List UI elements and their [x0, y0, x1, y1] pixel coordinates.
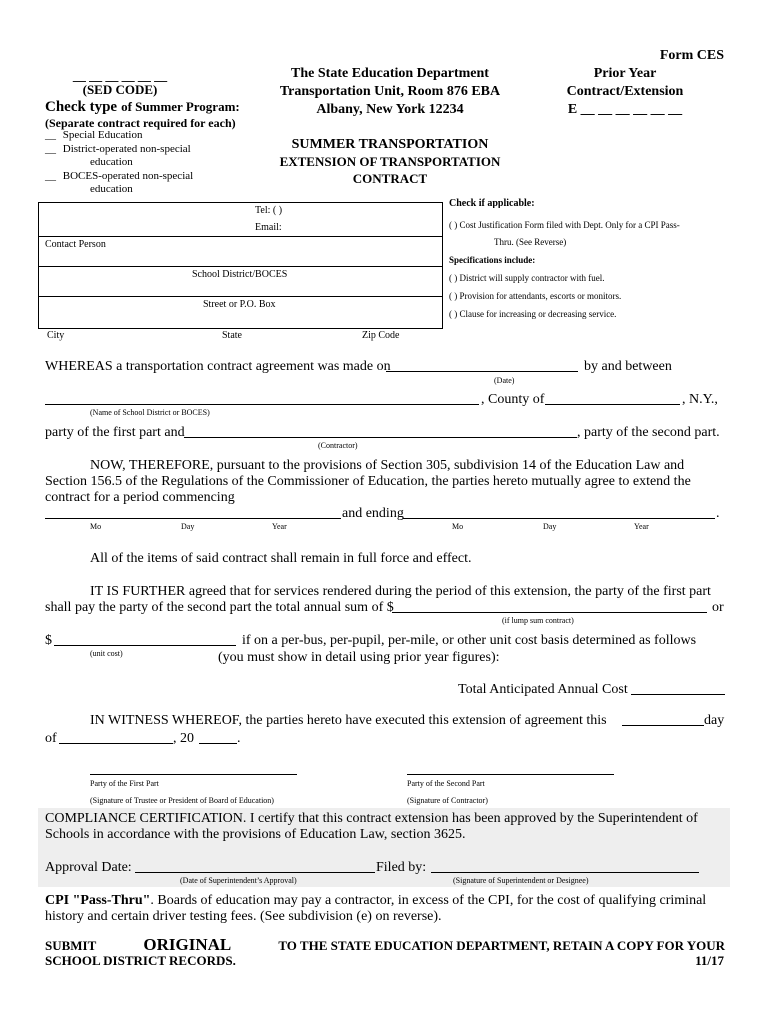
school-district-records: SCHOOL DISTRICT RECORDS. — [45, 953, 236, 968]
form-name: Form CES — [659, 48, 724, 63]
lump-sum-label: (if lump sum contract) — [502, 616, 574, 625]
day-word: day — [704, 713, 725, 728]
spec-heading: Specifications include: — [449, 255, 536, 265]
zip-label: Zip Code — [362, 330, 400, 341]
witness-day-input[interactable] — [622, 725, 704, 726]
option-label: Special Education — [62, 129, 143, 141]
sed-code-label: (SED CODE) — [82, 82, 158, 97]
title-line2: EXTENSION OF TRANSPORTATION — [279, 154, 501, 169]
dept-line1: The State Education Department — [291, 66, 489, 81]
option-label-cont: education — [90, 183, 133, 195]
check-type-rest: of Summer Program: — [121, 99, 240, 114]
second-party-label: Party of the Second Part — [407, 779, 485, 788]
option-label: BOCES-operated non-special — [62, 170, 194, 182]
title-line1: SUMMER TRANSPORTATION — [291, 137, 489, 152]
state-label: State — [222, 330, 242, 341]
unit-cost-label: (unit cost) — [90, 649, 123, 658]
mo-label: Mo — [452, 522, 464, 531]
check-cost-line2: Thru. (See Reverse) — [494, 237, 567, 247]
first-party-label: Party of the First Part — [90, 779, 159, 788]
divider — [38, 236, 443, 237]
start-date-input[interactable] — [45, 518, 341, 519]
period-end: . — [716, 506, 720, 521]
whereas-text: WHEREAS a transportation contract agreement was made on — [45, 359, 391, 374]
filed-by-input[interactable] — [431, 872, 699, 873]
city-label: City — [47, 330, 65, 341]
option-label: District-operated non-special — [62, 143, 191, 155]
check-attendants[interactable]: ( ) Provision for attendants, escorts or monitors. — [449, 291, 622, 301]
checks-heading: Check if applicable: — [449, 198, 535, 208]
submit-word: SUBMIT — [45, 938, 97, 953]
end-date-input[interactable] — [403, 518, 715, 519]
divider — [38, 296, 443, 297]
prior-line1: Prior Year — [593, 66, 657, 81]
email-field[interactable]: Email: — [255, 222, 282, 233]
mo-label: Mo — [90, 522, 102, 531]
school-district-label: School District/BOCES — [192, 269, 288, 280]
district-label: (Name of School District or BOCES) — [90, 408, 210, 417]
unit-cost-input[interactable] — [54, 645, 236, 646]
approval-date-input[interactable] — [135, 872, 375, 873]
per-unit-text: if on a per-bus, per-pupil, per-mile, or other unit cost basis determined as follows — [242, 633, 697, 648]
separate-note: (Separate contract required for each) — [45, 116, 236, 130]
dept-line3: Albany, New York 12234 — [316, 102, 464, 117]
contact-person-label: Contact Person — [45, 239, 106, 250]
witness-year-input[interactable] — [199, 743, 237, 744]
compliance-text: COMPLIANCE CERTIFICATION. I certify that this contract extension has been approved by the Superintendent of Schools in accordance with the provisions of Education Law, section 3625. — [45, 811, 698, 842]
year-label: Year — [634, 522, 649, 531]
total-anticipated-label: Total Anticipated Annual Cost — [458, 682, 628, 697]
program-option-special-ed[interactable] — [45, 129, 142, 141]
show-detail-text: (you must show in detail using prior year figures): — [218, 650, 500, 665]
day-label: Day — [181, 522, 195, 531]
option-blank: __ — [45, 129, 56, 141]
check-cost-justification[interactable]: ( ) Cost Justification Form filed with Dept. Only for a CPI Pass- — [449, 220, 680, 230]
day-label: Day — [543, 522, 557, 531]
further-text-1: IT IS FURTHER agreed that for services rendered during the period of this extension, the party of the first part — [90, 584, 711, 599]
submit-rest: TO THE STATE EDUCATION DEPARTMENT, RETAIN A COPY FOR YOUR — [278, 938, 725, 953]
witness-month-input[interactable] — [59, 743, 173, 744]
check-clause[interactable]: ( ) Clause for increasing or decreasing service. — [449, 309, 617, 319]
revision-date: 11/17 — [695, 953, 724, 968]
submit-line — [45, 935, 725, 955]
second-party-sig-label: (Signature of Contractor) — [407, 796, 488, 805]
full-force-text: All of the items of said contract shall remain in full force and effect. — [90, 551, 472, 566]
filed-by-sublabel: (Signature of Superintendent or Designee) — [453, 876, 589, 885]
cpi-text — [45, 893, 725, 925]
check-type-big: Check type — [45, 99, 118, 115]
by-and-between: by and between — [584, 359, 672, 374]
lump-sum-input[interactable] — [392, 612, 707, 613]
witness-text: IN WITNESS WHEREOF, the parties hereto have executed this extension of agreement this — [90, 713, 607, 728]
further-text-2: shall pay the party of the second part the total annual sum of $ — [45, 600, 394, 615]
prior-contract-number[interactable]: E __ __ __ __ __ __ — [567, 102, 683, 117]
option-blank: __ — [45, 143, 56, 155]
title-line3: CONTRACT — [352, 171, 428, 186]
program-option-boces[interactable] — [45, 170, 193, 182]
first-part-text: party of the first part and — [45, 425, 185, 440]
check-fuel[interactable]: ( ) District will supply contractor with fuel. — [449, 273, 605, 283]
now-therefore-text: NOW, THEREFORE, pursuant to the provisions of Section 305, subdivision 14 of the Education Law and Section 156.5 of the Regulations of the Commissioner of Education, the parties hereto mutually agree to extend the contract for a period commencing — [45, 458, 691, 505]
second-part-text: , party of the second part. — [577, 425, 720, 440]
date-label: (Date) — [494, 376, 515, 385]
district-name-input[interactable] — [45, 404, 479, 405]
option-label-cont: education — [90, 156, 133, 168]
cpi-label: CPI "Pass-Thru" — [45, 893, 151, 908]
ny-text: , N.Y., — [682, 392, 718, 407]
contractor-input[interactable] — [184, 437, 577, 438]
prior-line2: Contract/Extension — [566, 84, 684, 99]
approval-date-sublabel: (Date of Superintendent’s Approval) — [180, 876, 297, 885]
option-blank: __ — [45, 170, 56, 182]
dept-line2: Transportation Unit, Room 876 EBA — [279, 84, 501, 99]
and-ending: and ending — [342, 506, 404, 521]
year-prefix: , 20 — [173, 731, 194, 746]
second-party-signature-line[interactable] — [407, 774, 614, 775]
dollar-sign: $ — [45, 633, 52, 648]
of-word: of — [45, 731, 57, 746]
year-suffix: . — [237, 731, 241, 746]
street-label: Street or P.O. Box — [203, 299, 276, 310]
approval-date-label: Approval Date: — [45, 860, 132, 875]
sed-code-blank: __ __ __ __ __ __ — [72, 68, 168, 83]
contractor-label: (Contractor) — [318, 441, 358, 450]
cpi-body: . Boards of education may pay a contractor, in excess of the CPI, for the cost of qualifying criminal history and certain driver testing fees. (See subdivision (e) on reverse). — [45, 893, 707, 924]
program-option-district[interactable] — [45, 143, 191, 155]
year-label: Year — [272, 522, 287, 531]
check-type-heading — [45, 98, 240, 116]
agreement-date-input[interactable] — [386, 371, 578, 372]
original-word: ORIGINAL — [143, 935, 232, 954]
filed-by-label: Filed by: — [376, 860, 427, 875]
county-of: , County of — [481, 392, 545, 407]
first-party-sig-label: (Signature of Trustee or President of Board of Education) — [90, 796, 274, 805]
first-party-signature-line[interactable] — [90, 774, 297, 775]
or-text: or — [712, 600, 724, 615]
tel-field[interactable]: Tel: ( ) — [255, 205, 283, 216]
divider — [38, 266, 443, 267]
county-input[interactable] — [545, 404, 680, 405]
total-cost-input[interactable] — [631, 694, 725, 695]
